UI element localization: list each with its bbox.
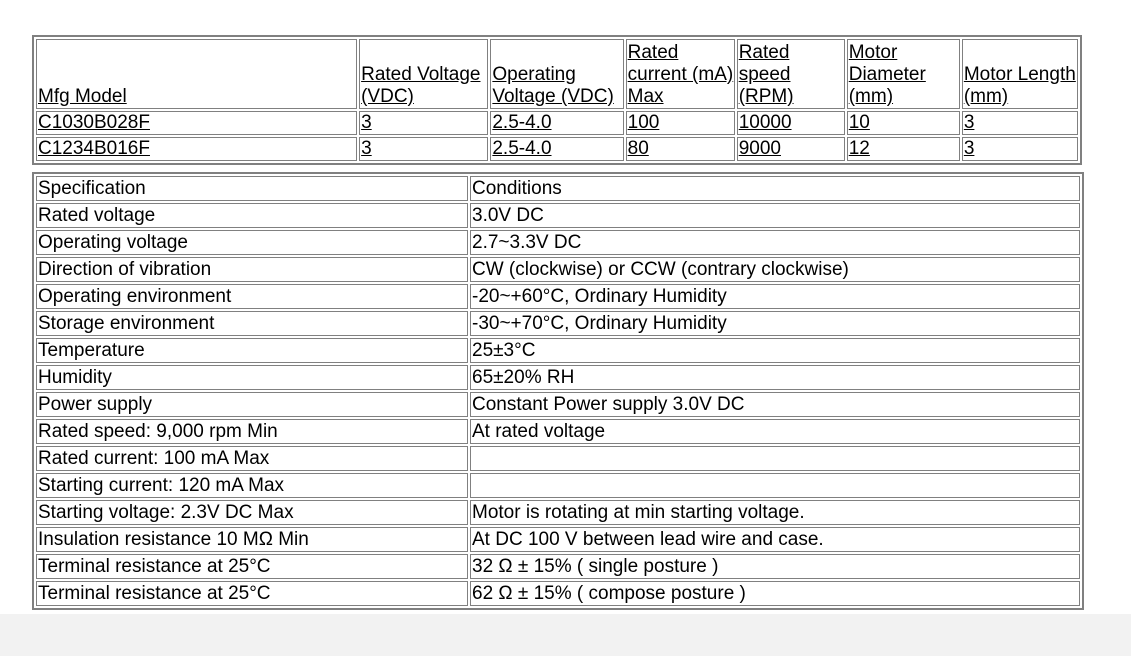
spec-name: Storage environment xyxy=(36,311,468,336)
spec-condition: Constant Power supply 3.0V DC xyxy=(470,392,1080,417)
cell-mfg-model: C1030B028F xyxy=(36,111,357,135)
spec-condition: 3.0V DC xyxy=(470,203,1080,228)
table-row xyxy=(36,500,1080,525)
spec-condition: 32 Ω ± 15% ( single posture ) xyxy=(470,554,1080,579)
cell-rated-voltage: 3 xyxy=(359,111,488,135)
spec-name: Direction of vibration xyxy=(36,257,468,282)
table-row xyxy=(36,527,1080,552)
cell-rated-current: 80 xyxy=(626,137,735,161)
spec-name: Insulation resistance 10 MΩ Min xyxy=(36,527,468,552)
spec-condition: 25±3°C xyxy=(470,338,1080,363)
spec-name: Rated speed: 9,000 rpm Min xyxy=(36,419,468,444)
table-row xyxy=(36,554,1080,579)
table-row xyxy=(36,338,1080,363)
spec-name: Operating environment xyxy=(36,284,468,309)
cell-rated-speed: 10000 xyxy=(737,111,845,135)
page-footer-band xyxy=(0,614,1131,656)
spec-name: Terminal resistance at 25°C xyxy=(36,554,468,579)
header-motor-length: Motor Length (mm) xyxy=(962,39,1078,109)
spec-name: Terminal resistance at 25°C xyxy=(36,581,468,606)
table-row xyxy=(36,137,1078,161)
spec-name: Rated voltage xyxy=(36,203,468,228)
spec-condition xyxy=(470,446,1080,471)
table-row xyxy=(36,257,1080,282)
header-mfg-model: Mfg Model xyxy=(36,39,357,109)
spec-condition: 2.7~3.3V DC xyxy=(470,230,1080,255)
header-specification: Specification xyxy=(36,176,468,201)
spec-name: Operating voltage xyxy=(36,230,468,255)
cell-rated-current: 100 xyxy=(626,111,735,135)
cell-mfg-model: C1234B016F xyxy=(36,137,357,161)
spec-condition: -30~+70°C, Ordinary Humidity xyxy=(470,311,1080,336)
header-operating-voltage: Operating Voltage (VDC) xyxy=(490,39,623,109)
cell-operating-voltage: 2.5-4.0 xyxy=(490,137,623,161)
cell-operating-voltage: 2.5-4.0 xyxy=(490,111,623,135)
cell-motor-diameter: 10 xyxy=(847,111,960,135)
cell-motor-length: 3 xyxy=(962,111,1078,135)
spec-name: Power supply xyxy=(36,392,468,417)
spec-name: Starting voltage: 2.3V DC Max xyxy=(36,500,468,525)
cell-rated-speed: 9000 xyxy=(737,137,845,161)
cell-rated-voltage: 3 xyxy=(359,137,488,161)
header-rated-voltage: Rated Voltage (VDC) xyxy=(359,39,488,109)
spec-condition xyxy=(470,473,1080,498)
table-row xyxy=(36,446,1080,471)
table-row xyxy=(36,111,1078,135)
spec-name: Starting current: 120 mA Max xyxy=(36,473,468,498)
specification-table xyxy=(32,172,1084,610)
header-rated-current: Rated current (mA) Max xyxy=(626,39,735,109)
spec-name: Rated current: 100 mA Max xyxy=(36,446,468,471)
spec-condition: At rated voltage xyxy=(470,419,1080,444)
spec-header-row xyxy=(36,176,1080,201)
table-row xyxy=(36,419,1080,444)
table-row xyxy=(36,473,1080,498)
spec-condition: 62 Ω ± 15% ( compose posture ) xyxy=(470,581,1080,606)
table-row xyxy=(36,230,1080,255)
spec-condition: 65±20% RH xyxy=(470,365,1080,390)
cell-motor-length: 3 xyxy=(962,137,1078,161)
spec-name: Humidity xyxy=(36,365,468,390)
spec-condition: CW (clockwise) or CCW (contrary clockwise) xyxy=(470,257,1080,282)
motor-models-table xyxy=(32,35,1082,165)
table-row xyxy=(36,311,1080,336)
spec-name: Temperature xyxy=(36,338,468,363)
table-row xyxy=(36,365,1080,390)
spec-condition: -20~+60°C, Ordinary Humidity xyxy=(470,284,1080,309)
table-row xyxy=(36,203,1080,228)
table-row xyxy=(36,284,1080,309)
table-row xyxy=(36,581,1080,606)
cell-motor-diameter: 12 xyxy=(847,137,960,161)
models-header-row xyxy=(36,39,1078,109)
header-rated-speed: Rated speed (RPM) xyxy=(737,39,845,109)
spec-condition: At DC 100 V between lead wire and case. xyxy=(470,527,1080,552)
spec-condition: Motor is rotating at min starting voltage. xyxy=(470,500,1080,525)
header-conditions: Conditions xyxy=(470,176,1080,201)
table-row xyxy=(36,392,1080,417)
header-motor-diameter: Motor Diameter (mm) xyxy=(847,39,960,109)
